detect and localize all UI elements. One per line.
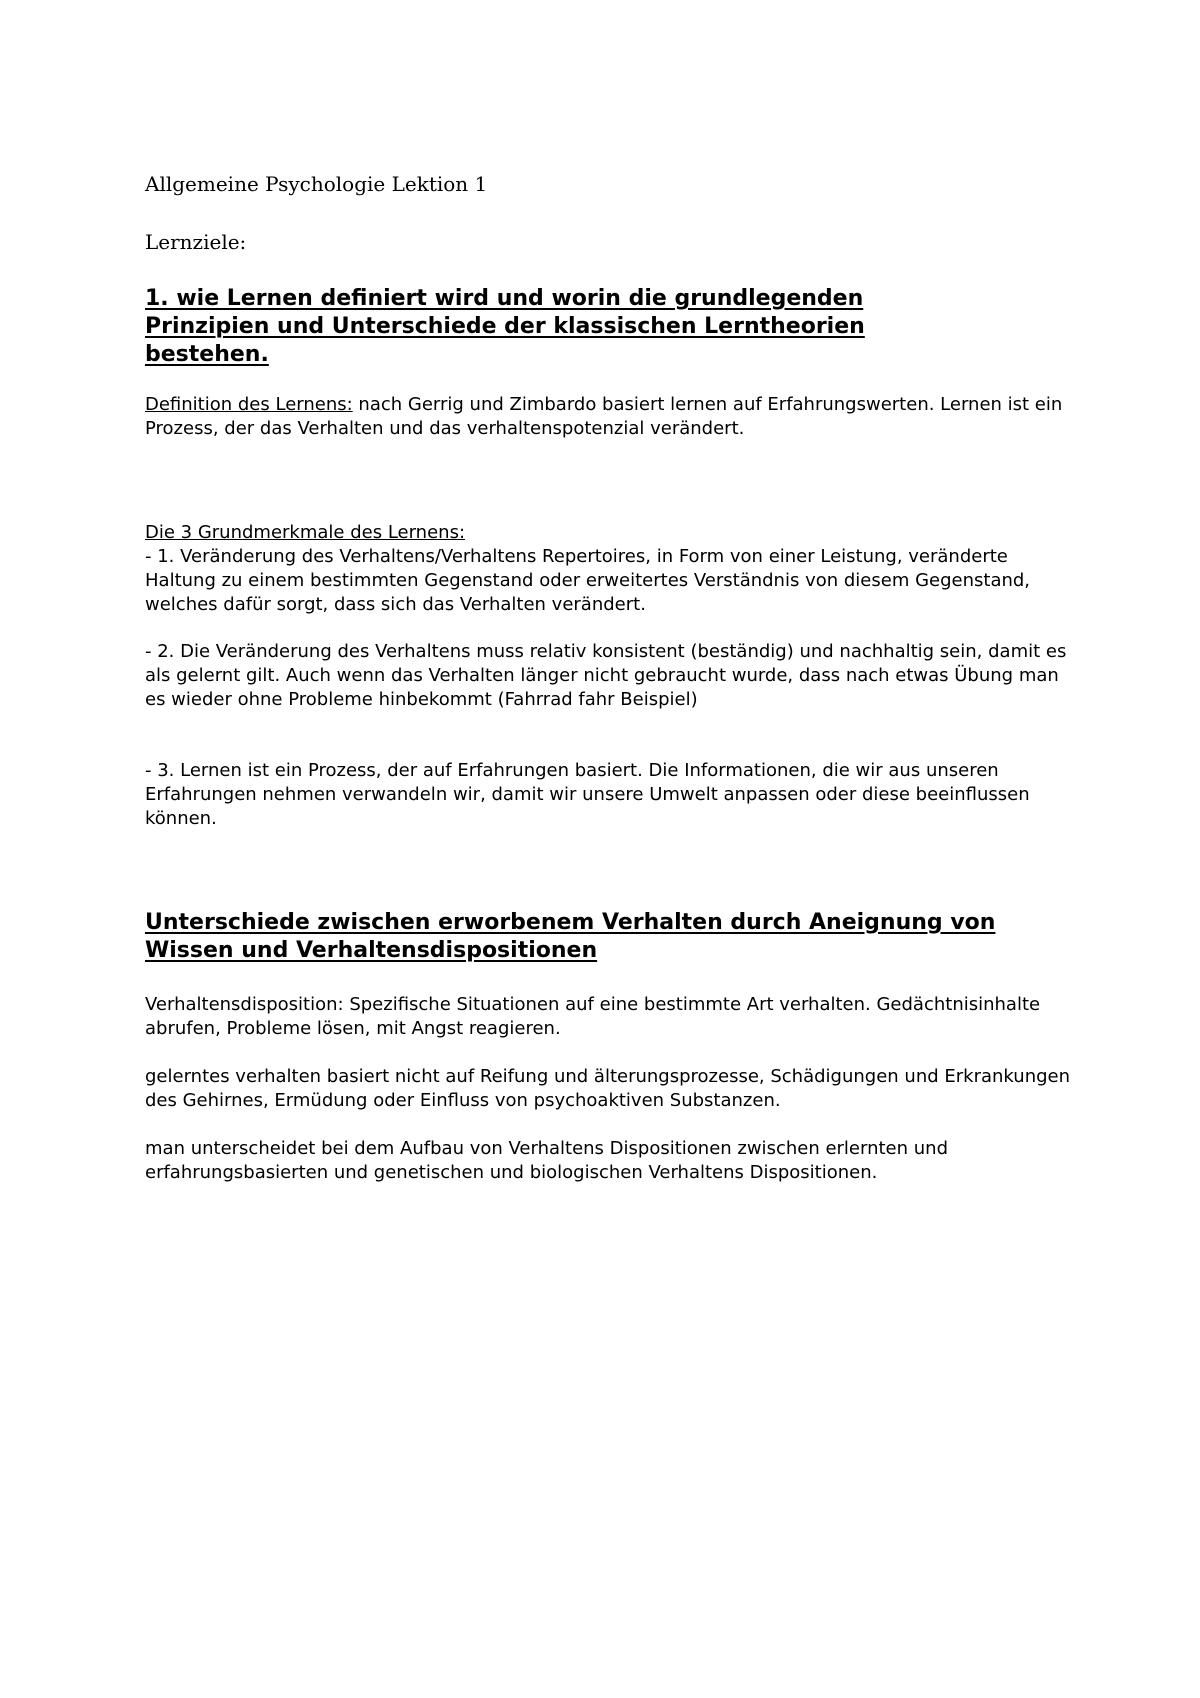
disposition-paragraph-3: man unterscheidet bei dem Aufbau von Verhaltens Dispositionen zwischen erlernten und erfahrungsbasierten und genetischen und biologischen Verhaltens Dispositionen. [145, 1138, 948, 1183]
grundmerkmal-item-1: - 1. Veränderung des Verhaltens/Verhaltens Repertoires, in Form von einer Leistung, veränderte Haltung zu einem bestimmten Gegenstand oder erweitertes Verständnis von diesem Gegenstand, welches dafür sorgt, dass sich das Verhalten verändert. [145, 546, 1031, 615]
heading-learning-definition: 1. wie Lernen definiert wird und worin die grundlegenden Prinzipien und Unterschiede der klassischen Lerntheorien bestehen. [145, 286, 865, 367]
definition-text: nach Gerrig und Zimbardo basiert lernen auf Erfahrungswerten. Lernen ist ein Prozess, der das Verhalten und das verhaltenspotenzial verändert. [145, 394, 1063, 439]
definition-paragraph [145, 393, 1075, 441]
document-title: Allgemeine Psychologie Lektion 1 [145, 172, 488, 196]
definition-label: Definition des Lernens: [145, 394, 353, 415]
disposition-paragraph-2: gelerntes verhalten basiert nicht auf Reifung und älterungsprozesse, Schädigungen und Erkrankungen des Gehirnes, Ermüdung oder Einfluss von psychoaktiven Substanzen. [145, 1066, 1071, 1111]
heading-behavior-differences: Unterschiede zwischen erworbenem Verhalten durch Aneignung von Wissen und Verhaltensdispositionen [145, 910, 996, 963]
disposition-paragraph-1: Verhaltensdisposition: Spezifische Situationen auf eine bestimmte Art verhalten. Gedächtnisinhalte abrufen, Probleme lösen, mit Angst reagieren. [145, 994, 1041, 1039]
learning-goals-label: Lernziele: [145, 230, 247, 254]
grundmerkmal-item-2: - 2. Die Veränderung des Verhaltens muss relativ konsistent (beständig) und nachhaltig sein, damit es als gelernt gilt. Auch wenn das Verhalten länger nicht gebraucht wurde, dass nach etwas Übung man es wieder ohne Probleme hinbekommt (Fahrrad fahr Beispiel) [145, 641, 1067, 710]
grundmerkmale-label: Die 3 Grundmerkmale des Lernens: [145, 522, 466, 543]
grundmerkmal-item-3: - 3. Lernen ist ein Prozess, der auf Erfahrungen basiert. Die Informationen, die wir aus unseren Erfahrungen nehmen verwandeln wir, damit wir unsere Umwelt anpassen oder diese beeinflussen können. [145, 760, 1030, 829]
